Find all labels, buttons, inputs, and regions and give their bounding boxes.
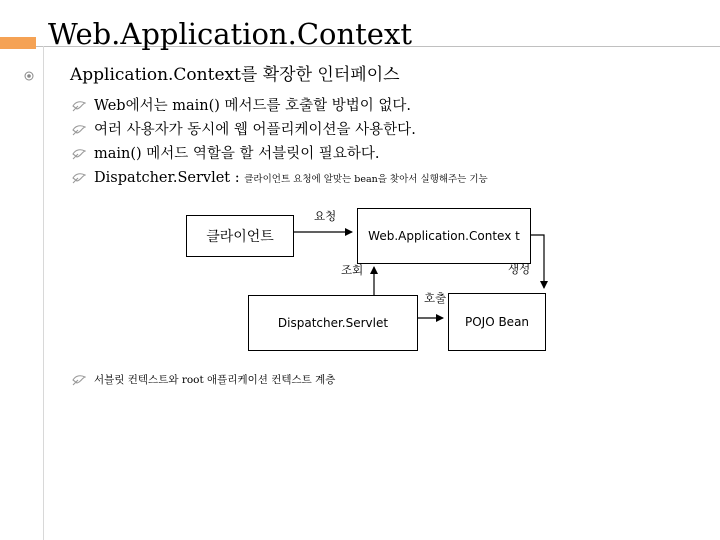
create-label: 생성 [508, 262, 531, 276]
sub-bullet-text: Web에서는 main() 메서드를 호출할 방법이 없다. [94, 98, 412, 114]
sub-bullet-detail: 클라이언트 요청에 알맞는 bean을 찾아서 실행해주는 기능 [244, 174, 488, 185]
request-label: 요청 [314, 209, 337, 223]
lookup-label: 조회 [341, 263, 364, 277]
sub-bullet-text: 서블릿 컨텍스트와 root 애플리케이션 컨텍스트 계층 [94, 374, 336, 386]
slide-title: Web.Application.Context [48, 17, 412, 51]
main-bullet-text: Application.Context를 확장한 인터페이스 [70, 65, 400, 85]
create-arrow [529, 235, 544, 288]
sub-bullet-text: Dispatcher.Servlet : [94, 170, 245, 186]
call-label: 호출 [424, 291, 447, 305]
pojo-bean-node: POJO Bean [448, 293, 546, 351]
leaf-bullet-icon [72, 374, 86, 386]
sub-bullet-text: 여러 사용자가 동시에 웹 어플리케이션을 사용한다. [94, 122, 416, 138]
webapp-context-node: Web.Application.Contex t [357, 208, 531, 264]
dispatcher-servlet-node: Dispatcher.Servlet [248, 295, 418, 351]
sub-bullet-text: main() 메서드 역할을 할 서블릿이 필요하다. [94, 146, 380, 162]
client-node: 클라이언트 [186, 215, 294, 257]
